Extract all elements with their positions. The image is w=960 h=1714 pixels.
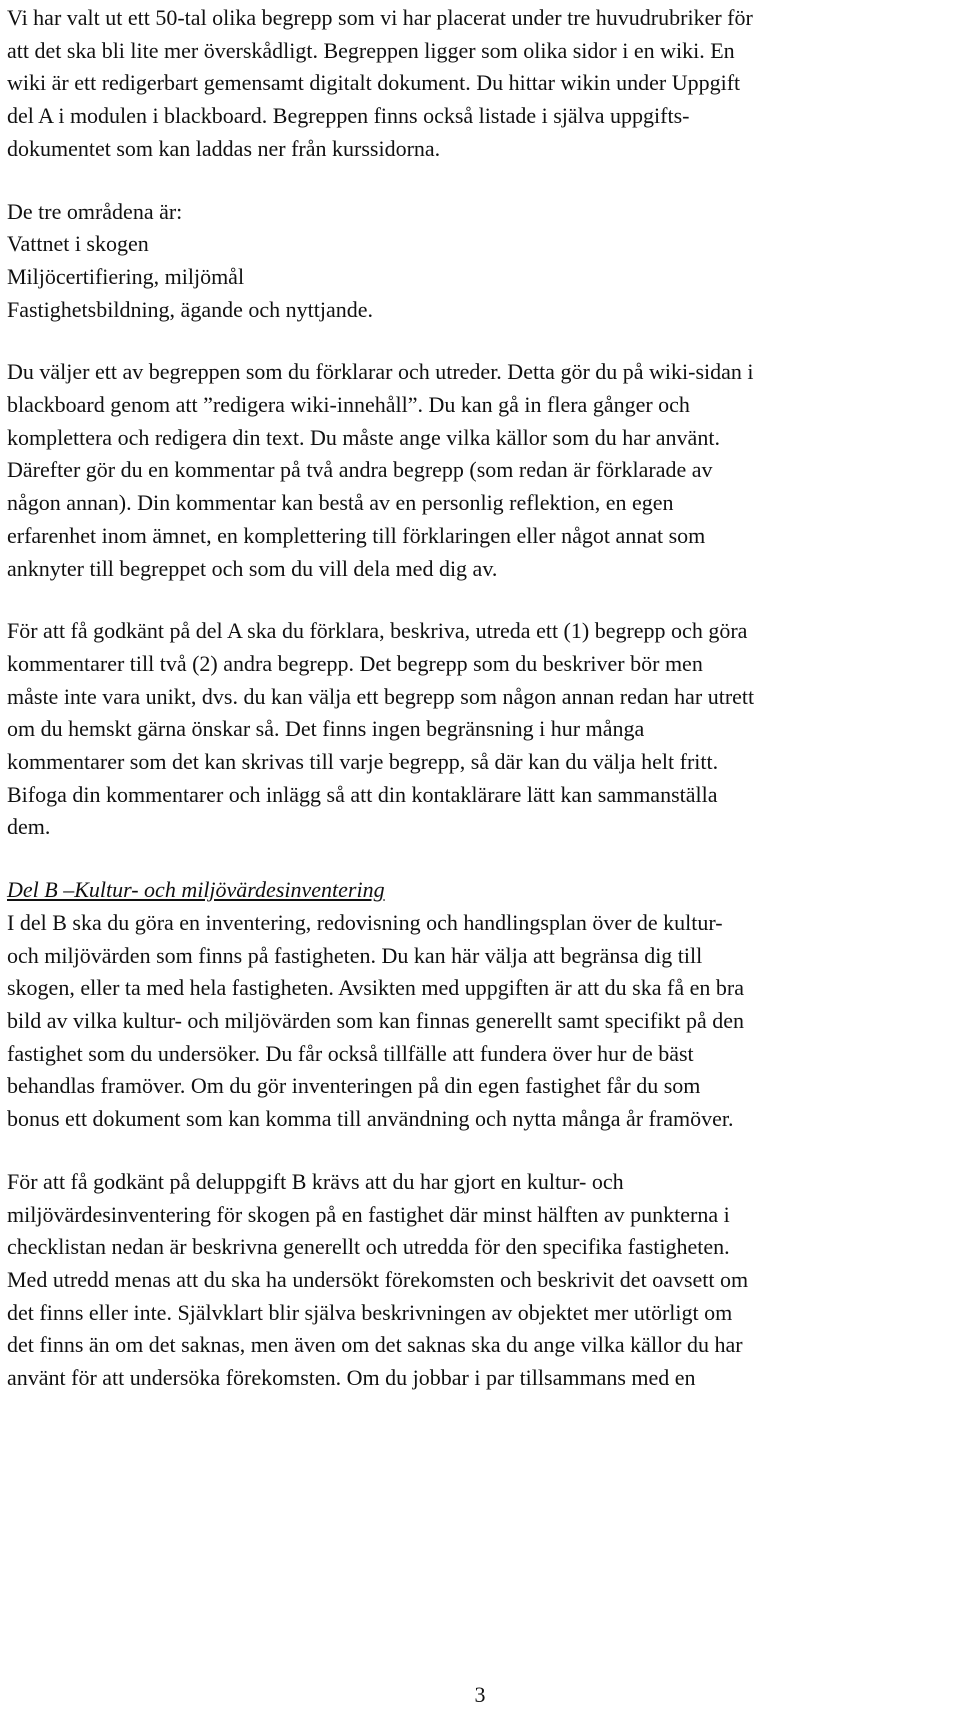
document-body bbox=[7, 0, 947, 1395]
text-line: dokumentet som kan laddas ner från kurssidorna. bbox=[7, 135, 441, 161]
text-line: det finns än om det saknas, men även om det saknas ska du ange vilka källor du har bbox=[7, 1332, 743, 1358]
text-line: använt för att undersöka förekomsten. Om du jobbar i par tillsammans med en bbox=[7, 1365, 696, 1391]
area-item: Vattnet i skogen bbox=[7, 231, 149, 257]
area-item: Miljöcertifiering, miljömål bbox=[7, 263, 245, 289]
text-line: wiki är ett redigerbart gemensamt digitalt dokument. Du hittar wikin under Uppgift bbox=[7, 70, 741, 96]
text-line: bild av vilka kultur- och miljövärden som kan finnas generellt samt specifikt på den bbox=[7, 1007, 744, 1033]
text-line: bonus ett dokument som kan komma till användning och nytta många år framöver. bbox=[7, 1106, 734, 1132]
text-line: det finns eller inte. Självklart blir själva beskrivningen av objektet mer utörligt om bbox=[7, 1299, 733, 1325]
area-item: Fastighetsbildning, ägande och nyttjande. bbox=[7, 296, 373, 322]
text-line: kommentarer till två (2) andra begrepp. Det begrepp som du beskriver bör men bbox=[7, 650, 703, 676]
text-line: behandlas framöver. Om du gör inventeringen på din egen fastighet får du som bbox=[7, 1073, 701, 1099]
text-line: Bifoga din kommentarer och inlägg så att din kontaklärare lätt kan sammanställa bbox=[7, 781, 718, 807]
text-line: checklistan nedan är beskrivna generellt och utredda för den specifika fastigheten. bbox=[7, 1234, 730, 1260]
part-b-heading: Del B –Kultur- och miljövärdesinventering bbox=[7, 877, 385, 903]
text-line: För att få godkänt på deluppgift B krävs att du har gjort en kultur- och bbox=[7, 1168, 624, 1194]
text-line: anknyter till begreppet och som du vill dela med dig av. bbox=[7, 555, 498, 581]
approval-a-paragraph bbox=[7, 615, 947, 844]
text-line: I del B ska du göra en inventering, redovisning och handlingsplan över de kultur- bbox=[7, 909, 723, 935]
text-line: del A i modulen i blackboard. Begreppen finns också listade i själva uppgifts- bbox=[7, 103, 690, 129]
text-line: blackboard genom att ”redigera wiki-innehåll”. Du kan gå in flera gånger och bbox=[7, 392, 690, 418]
text-line: Med utredd menas att du ska ha undersökt förekomsten och beskrivit det oavsett om bbox=[7, 1266, 749, 1292]
text-line: fastighet som du undersöker. Du får också tillfälle att fundera över hur de bäst bbox=[7, 1040, 694, 1066]
page-number: 3 bbox=[474, 1682, 486, 1707]
text-line: skogen, eller ta med hela fastigheten. Avsikten med uppgiften är att du ska få en bra bbox=[7, 975, 744, 1001]
text-line: Du väljer ett av begreppen som du förklarar och utreder. Detta gör du på wiki-sidan i bbox=[7, 359, 754, 385]
text-line: någon annan). Din kommentar kan bestå av en personlig reflektion, en egen bbox=[7, 490, 674, 516]
text-line: om du hemskt gärna önskar så. Det finns ingen begränsning i hur många bbox=[7, 716, 645, 742]
text-line: komplettera och redigera din text. Du måste ange vilka källor som du har använt. bbox=[7, 424, 720, 450]
text-line: erfarenhet inom ämnet, en komplettering till förklaringen eller något annat som bbox=[7, 522, 706, 548]
part-b-paragraph bbox=[7, 907, 947, 1136]
areas-list bbox=[7, 196, 947, 327]
text-line: kommentarer som det kan skrivas till varje begrepp, så där kan du välja helt fritt. bbox=[7, 749, 719, 775]
instructions-paragraph bbox=[7, 356, 947, 585]
text-line: miljövärdesinventering för skogen på en fastighet där minst hälften av punkterna i bbox=[7, 1201, 730, 1227]
text-line: dem. bbox=[7, 814, 51, 840]
text-line: och miljövärden som finns på fastigheten. Du kan här välja att begränsa dig till bbox=[7, 942, 703, 968]
text-line: måste inte vara unikt, dvs. du kan välja ett begrepp som någon annan redan har utrett bbox=[7, 683, 755, 709]
approval-b-paragraph bbox=[7, 1166, 947, 1395]
intro-paragraph bbox=[7, 2, 947, 166]
text-line: att det ska bli lite mer överskådligt. Begreppen ligger som olika sidor i en wiki. En bbox=[7, 37, 735, 63]
text-line: För att få godkänt på del A ska du förklara, beskriva, utreda ett (1) begrepp och göra bbox=[7, 618, 748, 644]
text-line: Vi har valt ut ett 50-tal olika begrepp som vi har placerat under tre huvudrubriker för bbox=[7, 5, 753, 30]
text-line: Därefter gör du en kommentar på två andra begrepp (som redan är förklarade av bbox=[7, 457, 713, 483]
areas-intro-line: De tre områdena är: bbox=[7, 198, 183, 224]
